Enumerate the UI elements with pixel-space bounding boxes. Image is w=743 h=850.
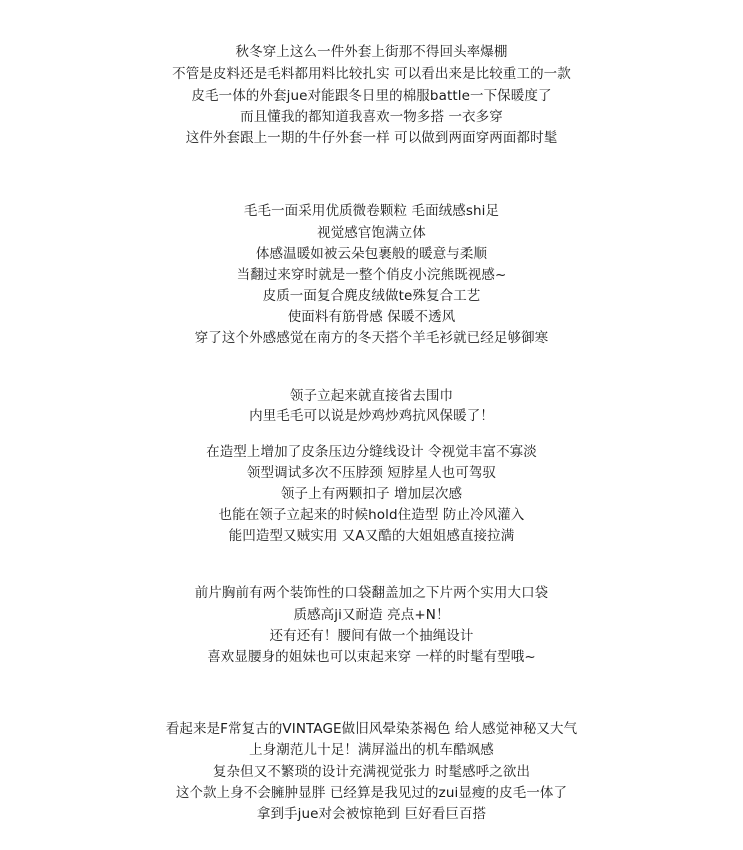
text-line: 领子立起来就直接省去围巾 [289,388,454,404]
text-line: 不管是皮料还是毛料都用料比较扎实 可以看出来是比较重工的一款 [172,66,571,82]
text-line: 皮质一面复合麂皮绒做te殊复合工艺 [262,288,481,304]
text-line: 领型调试多次不压脖颈 短脖星人也可驾驭 [246,465,497,481]
text-line: 在造型上增加了皮条压边分缝线设计 令视觉丰富不寡淡 [206,444,537,460]
text-line: 领子上有两颗扣子 增加层次感 [280,486,463,502]
text-line: 看起来是F常复古的VINTAGE做旧风晕染茶褐色 给人感觉神秘又大气 [165,721,578,737]
text-line: 内里毛毛可以说是炒鸡炒鸡抗风保暖了！ [249,408,494,424]
text-line: 而且懂我的都知道我喜欢一物多搭 一衣多穿 [240,109,503,125]
text-line: 毛毛一面采用优质微卷颗粒 毛面绒感shi足 [243,203,500,219]
text-line: 这件外套跟上一期的牛仔外套一样 可以做到两面穿两面都时髦 [185,130,558,146]
text-line: 秋冬穿上这么一件外套上街那不得回头率爆棚 [235,44,508,60]
text-line: 视觉感官饱满立体 [317,225,426,241]
text-line: 当翻过来穿时就是一整个俏皮小浣熊既视感~ [236,267,507,283]
text-line: 上身潮范儿十足！满屏溢出的机车酷飒感 [249,742,494,758]
text-line: 喜欢显腰身的姐妹也可以束起来穿 一样的时髦有型哦~ [207,649,536,665]
text-line: 能凹造型又贼实用 又A又酷的大姐姐感直接拉满 [228,528,515,544]
text-line: 使面料有筋骨感 保暖不透风 [287,309,456,325]
text-line: 拿到手jue对会被惊艳到 巨好看巨百搭 [256,806,487,822]
text-line: 也能在领子立起来的时候hold住造型 防止冷风灌入 [218,507,525,523]
text-line: 体感温暖如被云朵包裹般的暖意与柔顺 [255,246,488,262]
text-line: 这个款上身不会臃肿显胖 已经算是我见过的zui显瘦的皮毛一体了 [175,785,568,801]
text-line: 前片胸前有两个装饰性的口袋翻盖加之下片两个实用大口袋 [194,585,549,601]
text-line: 穿了这个外感感觉在南方的冬天搭个羊毛衫就已经足够御寒 [194,330,549,346]
text-line: 质感高ji又耐造 亮点+N！ [293,607,450,623]
text-line: 皮毛一体的外套jue对能跟冬日里的棉服battle一下保暖度了 [191,88,552,104]
text-line: 还有还有！腰间有做一个抽绳设计 [269,628,474,644]
text-line: 复杂但又不繁琐的设计充满视觉张力 时髦感呼之欲出 [212,764,531,780]
